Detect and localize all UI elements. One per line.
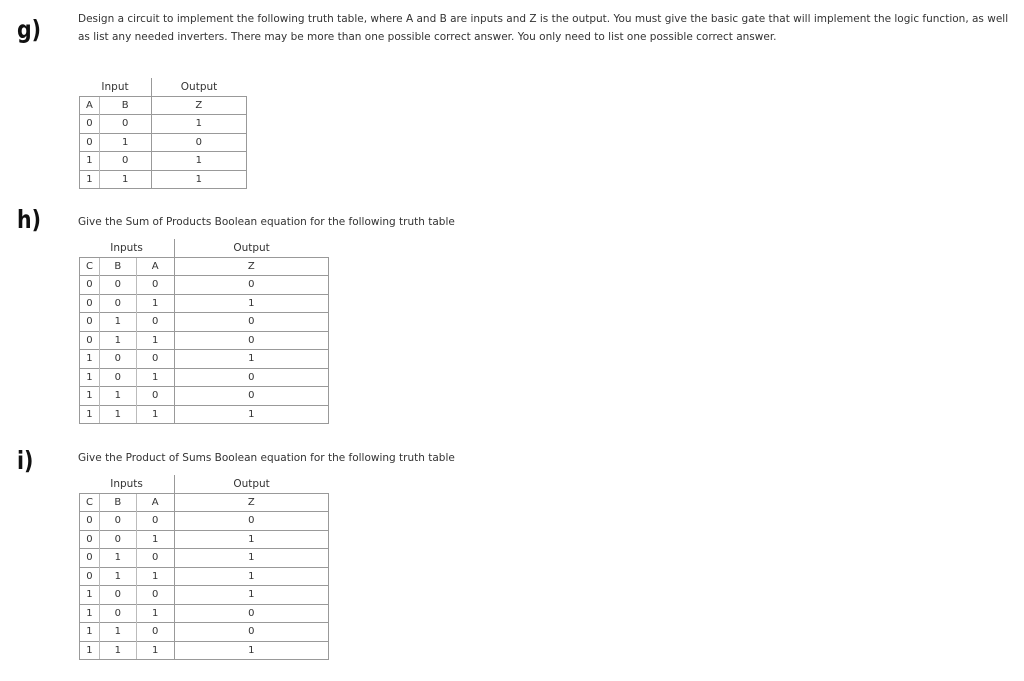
table-cell: 0 [174,512,328,531]
table-cell: 1 [80,350,100,369]
column-header: A [80,96,100,115]
question-label-h: h) [17,205,41,234]
table-row [80,133,247,152]
table-cell: 0 [99,152,151,171]
table-cell: 0 [174,387,328,406]
table-cell: 0 [136,623,174,642]
column-header: C [80,493,100,512]
table-cell: 0 [136,350,174,369]
table-cell: 1 [99,623,136,642]
table-cell: 0 [80,567,100,586]
table-cell: 1 [99,641,136,660]
table-cell: 1 [80,387,100,406]
table-cell: 1 [151,152,246,171]
table-row [80,604,329,623]
table-cell: 1 [80,641,100,660]
table-cell: 0 [80,115,100,134]
table-cell: 1 [136,331,174,350]
table-cell: 1 [174,294,328,313]
table-cell: 1 [136,604,174,623]
table-cell: 0 [80,530,100,549]
table-cell: 1 [99,313,136,332]
table-cell: 0 [136,276,174,295]
table-row [80,586,329,605]
table-cell: 1 [99,405,136,424]
table-row [80,530,329,549]
column-header: B [99,493,136,512]
table-cell: 1 [80,152,100,171]
table-cell: 1 [136,567,174,586]
table-cell: 0 [174,623,328,642]
table-row [80,276,329,295]
column-header: Z [174,257,328,276]
table-cell: 1 [151,170,246,189]
table-cell: 1 [99,133,151,152]
table-cell: 1 [136,405,174,424]
input-header: Inputs [110,477,143,490]
question-label-i: i) [17,446,34,475]
table-cell: 0 [80,313,100,332]
column-header: Z [151,96,246,115]
table-cell: 0 [136,512,174,531]
table-cell: 0 [174,313,328,332]
table-cell: 0 [80,549,100,568]
table-cell: 1 [99,170,151,189]
table-cell: 1 [99,549,136,568]
table-cell: 1 [80,368,100,387]
table-row [80,512,329,531]
column-header: C [80,257,100,276]
table-row [80,567,329,586]
table-cell: 0 [99,530,136,549]
table-cell: 0 [80,276,100,295]
table-cell: 1 [136,368,174,387]
table-cell: 0 [136,387,174,406]
table-cell: 0 [80,294,100,313]
table-row [80,641,329,660]
table-cell: 0 [136,549,174,568]
question-prompt-i: Give the Product of Sums Boolean equation for the following truth table [78,452,455,464]
question-label-g: g) [17,15,42,44]
table-cell: 0 [99,115,151,134]
table-cell: 0 [80,512,100,531]
table-row [80,350,329,369]
table-row [80,549,329,568]
table-row [80,331,329,350]
column-header: A [136,493,174,512]
table-cell: 0 [99,294,136,313]
table-cell: 0 [99,368,136,387]
table-row [80,623,329,642]
table-cell: 0 [136,586,174,605]
table-row [80,294,329,313]
output-header: Output [151,78,246,96]
table-cell: 0 [99,604,136,623]
truth-table-g [79,78,247,189]
table-cell: 0 [174,368,328,387]
table-cell: 0 [99,586,136,605]
truth-table-h [79,239,329,424]
column-header-row [80,257,329,276]
table-row [80,405,329,424]
column-header-row [80,493,329,512]
table-cell: 1 [136,641,174,660]
table-row [80,115,247,134]
table-cell: 0 [174,276,328,295]
table-row [80,368,329,387]
table-cell: 0 [151,133,246,152]
table-cell: 0 [80,133,100,152]
table-cell: 0 [136,313,174,332]
table-cell: 1 [174,350,328,369]
table-cell: 0 [99,512,136,531]
table-cell: 1 [80,604,100,623]
table-row [80,170,247,189]
table-cell: 1 [80,405,100,424]
truth-table-i [79,475,329,660]
question-prompt-g: Design a circuit to implement the following truth table, where A and B are inputs and Z is the output. You must give the basic gate that will implement the logic function, as well as list any needed inverters. There may be more than one possible correct answer. You only need to list one possible correct answer. [78,13,1009,43]
output-header: Output [174,239,328,257]
table-cell: 1 [99,567,136,586]
table-cell: 1 [174,641,328,660]
table-cell: 1 [174,549,328,568]
column-header: Z [174,493,328,512]
column-header: B [99,257,136,276]
table-cell: 1 [174,405,328,424]
table-cell: 0 [174,331,328,350]
table-cell: 1 [136,530,174,549]
table-cell: 0 [99,276,136,295]
table-row [80,152,247,171]
table-row [80,387,329,406]
table-cell: 1 [174,530,328,549]
table-row [80,313,329,332]
output-header: Output [174,475,328,493]
input-header: Input [101,80,129,93]
column-header-row [80,96,247,115]
column-header: A [136,257,174,276]
table-cell: 0 [80,331,100,350]
input-header: Inputs [110,241,143,254]
table-cell: 1 [174,567,328,586]
table-cell: 0 [99,350,136,369]
table-cell: 1 [80,586,100,605]
table-cell: 1 [136,294,174,313]
table-cell: 1 [80,170,100,189]
table-cell: 1 [99,387,136,406]
question-prompt-h: Give the Sum of Products Boolean equation for the following truth table [78,216,455,228]
table-cell: 1 [80,623,100,642]
table-cell: 1 [151,115,246,134]
table-cell: 1 [174,586,328,605]
table-cell: 0 [174,604,328,623]
table-cell: 1 [99,331,136,350]
column-header: B [99,96,151,115]
